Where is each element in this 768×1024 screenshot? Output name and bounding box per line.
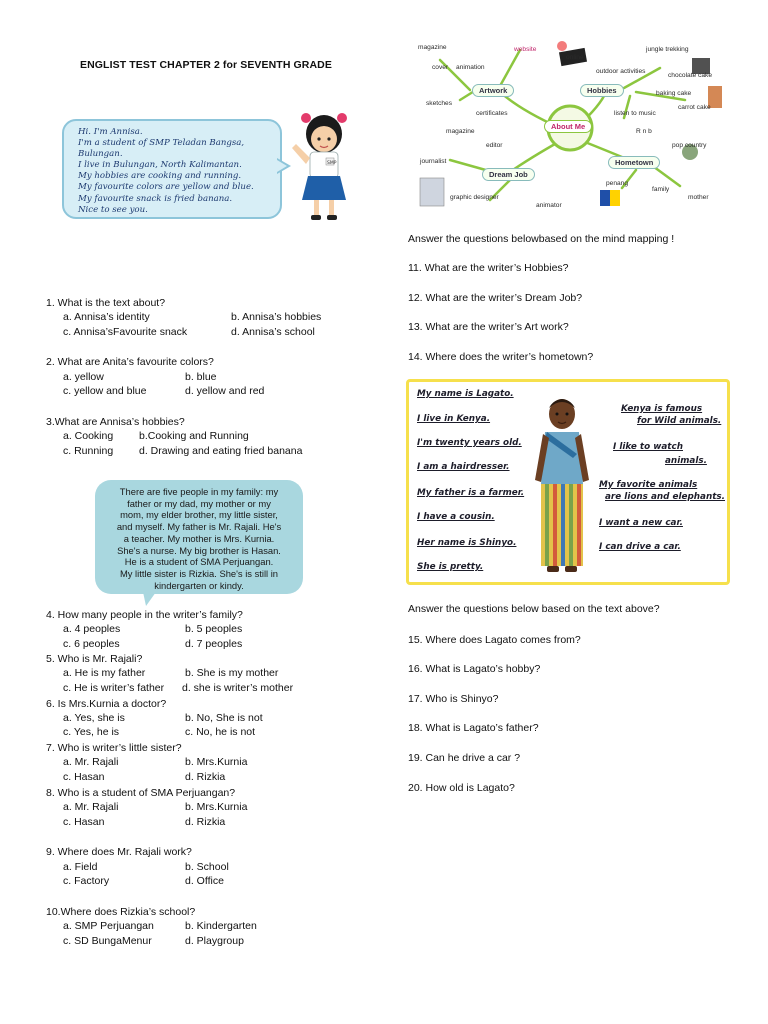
lagato-line: I like to watch [613,442,683,452]
option-1a: a. Annisa’s identity [63,311,150,323]
question-20: 20. How old is Lagato? [408,782,515,794]
option-8d: d. Rizkia [185,816,226,828]
option-3c: c. Running [63,445,114,457]
bubble-line: Bulungan. [78,149,123,160]
bubble-line: There are five people in my family: my [119,486,279,497]
lagato-line: My father is a farmer. [417,488,525,498]
bubble-line: father or my dad, my mother or my [127,497,271,509]
option-3b: b.Cooking and Running [139,430,249,442]
option-7c: c. Hasan [63,771,105,783]
mind-map-branch-dream-job: Dream Job [482,168,535,181]
mind-map-label: carrot cake [678,104,711,111]
bubble-line: She's a nurse. My big brother is Hasan. [117,544,281,556]
lagato-line: I live in Kenya. [417,414,491,424]
mind-map-label: listen to music [614,110,656,117]
mind-map-label: sketches [426,100,453,107]
option-9c: c. Factory [63,875,110,887]
option-2a: a. yellow [63,371,104,383]
uniform-badge: SMP [327,161,337,166]
question-19: 19. Can he drive a car ? [408,752,521,764]
mind-map-label: penang [606,180,629,187]
lagato-line: Kenya is famous [621,404,703,414]
bubble-line: Hi. I'm Annisa. [78,127,143,137]
lagato-boy-illustration [527,394,597,580]
question-2: 2. What are Anita’s favourite colors? [46,356,214,368]
family-speech-bubble [95,480,303,594]
question-4: 4. How many people in the writer’s family? [46,609,243,621]
option-4d: d. 7 peoples [185,638,243,650]
question-11: 11. What are the writer’s Hobbies? [408,262,569,274]
mind-map-label: outdoor activities [596,68,646,75]
option-8b: b. Mrs.Kurnia [185,801,248,813]
bubble-line: My favourite snack is fried banana. [78,193,233,204]
student-girl-illustration [284,108,364,226]
option-8a: a. Mr. Rajali [63,801,119,813]
lagato-line: I'm twenty years old. [417,438,522,448]
option-9a: a. Field [63,861,98,873]
intro-speech-bubble [62,119,282,219]
option-6a: a. Yes, she is [63,712,125,724]
mind-map-branch-artwork: Artwork [472,84,514,97]
lagato-line: are lions and elephants. [605,492,725,502]
bubble-line: My favourite colors are yellow and blue. [78,182,254,193]
lagato-line: My favorite animals [599,480,698,490]
bubble-line: a teacher. My mother is Mrs. Kurnia. [123,532,275,544]
question-12: 12. What are the writer’s Dream Job? [408,292,583,304]
mind-map-label: baking cake [656,90,692,97]
mind-map-label: website [514,46,537,53]
mind-map-label: family [652,186,670,193]
option-2d: d. yellow and red [185,385,265,397]
option-10a: a. SMP Perjuangan [63,920,154,932]
option-2c: c. yellow and blue [63,385,147,397]
bubble-line: mom, my elder brother, my little sister, [120,509,278,521]
mind-map-label: certificates [476,110,508,117]
mind-map-label: R n b [636,128,652,135]
option-8c: c. Hasan [63,816,105,828]
mind-map-label: editor [486,142,503,149]
option-4b: b. 5 peoples [185,623,243,635]
about-me-mind-map [410,40,730,222]
option-1b: b. Annisa’s hobbies [231,311,322,323]
page-title: ENGLIST TEST CHAPTER 2 for SEVENTH GRADE [80,59,332,71]
option-4c: c. 6 peoples [63,638,120,650]
question-13: 13. What are the writer’s Art work? [408,321,569,333]
question-8: 8. Who is a student of SMA Perjuangan? [46,787,236,799]
lagato-line: Her name is Shinyo. [417,538,517,548]
option-6c: c. Yes, he is [63,726,120,738]
question-18: 18. What is Lagato’s father? [408,722,539,734]
option-3d: d. Drawing and eating fried banana [139,445,303,457]
option-9d: d. Office [185,875,224,887]
lagato-line: My name is Lagato. [417,389,514,399]
mind-map-branch-hobbies: Hobbies [580,84,624,97]
option-5a: a. He is my father [63,667,146,679]
lagato-line: I have a cousin. [417,512,495,522]
mind-map-label: graphic designer [450,194,499,201]
option-7d: d. Rizkia [185,771,226,783]
mind-map-center: About Me [544,120,592,133]
option-2b: b. blue [185,371,217,383]
mind-map-label: online [566,54,584,61]
mind-map-label: jungle trekking [646,46,689,53]
mind-map-label: magazine [446,128,475,135]
question-14: 14. Where does the writer’s hometown? [408,351,594,363]
mind-map-label: chocolate cake [668,72,712,79]
lagato-instruction: Answer the questions below based on the text above? [408,603,660,615]
bubble-line: I'm a student of SMP Teladan Bangsa, [78,138,245,149]
question-5: 5. Who is Mr. Rajali? [46,653,143,665]
bubble-line: My hobbies are cooking and running. [78,171,242,182]
bubble-line: My little sister is Rizkia. She's is still in [119,567,279,579]
question-17: 17. Who is Shinyo? [408,693,499,705]
option-10b: b. Kindergarten [185,920,257,932]
bubble-line: and myself. My father is Mr. Rajali. He's [116,521,282,533]
mind-map-label: journalist [420,158,447,165]
mind-map-instruction: Answer the questions belowbased on the mind mapping ! [408,233,675,245]
option-9b: b. School [185,861,229,873]
bubble-line: kindergarten or kindy. [154,579,244,591]
option-5c: c. He is writer’s father [63,682,165,694]
option-5d: d. she is writer’s mother [182,682,294,694]
question-9: 9. Where does Mr. Rajali work? [46,846,192,858]
question-7: 7. Who is writer’s little sister? [46,742,182,754]
option-6d: c. No, he is not [185,726,256,738]
question-3: 3.What are Annisa’s hobbies? [46,416,185,428]
bubble-line: I live in Bulungan, North Kalimantan. [78,160,242,171]
question-15: 15. Where does Lagato comes from? [408,634,581,646]
option-4a: a. 4 peoples [63,623,121,635]
mind-map-label: pop country [672,142,707,149]
lagato-reading-panel [406,379,730,585]
option-7b: b. Mrs.Kurnia [185,756,248,768]
lagato-line: I can drive a car. [599,542,681,552]
option-1d: d. Annisa’s school [231,326,315,338]
mind-map-label: magazine [418,44,447,51]
question-6: 6. Is Mrs.Kurnia a doctor? [46,698,167,710]
lagato-line: animals. [665,456,707,466]
mind-map-label: mother [688,194,709,201]
mind-map-branch-hometown: Hometown [608,156,660,169]
bubble-line: Nice to see you. [78,204,148,215]
option-7a: a. Mr. Rajali [63,756,119,768]
question-10: 10.Where does Rizkia’s school? [46,906,196,918]
question-1: 1. What is the text about? [46,297,166,309]
option-3a: a. Cooking [63,430,114,442]
lagato-line: I want a new car. [599,518,683,528]
mind-map-label: animation [456,64,485,71]
lagato-line: I am a hairdresser. [417,462,510,472]
option-1c: c. Annisa’sFavourite snack [63,326,188,338]
option-10c: c. SD BungaMenur [63,935,152,947]
question-16: 16. What is Lagato’s hobby? [408,663,541,675]
bubble-tail [143,592,156,606]
option-5b: b. She is my mother [185,667,279,679]
option-6b: b. No, She is not [185,712,263,724]
option-10d: d. Playgroup [185,935,244,947]
lagato-line: She is pretty. [417,562,484,572]
lagato-line: for Wild animals. [637,416,722,426]
mind-map-label: cover [432,64,449,71]
mind-map-label: animator [536,202,562,209]
bubble-line: He is a student of SMA Perjuangan. [124,556,274,568]
